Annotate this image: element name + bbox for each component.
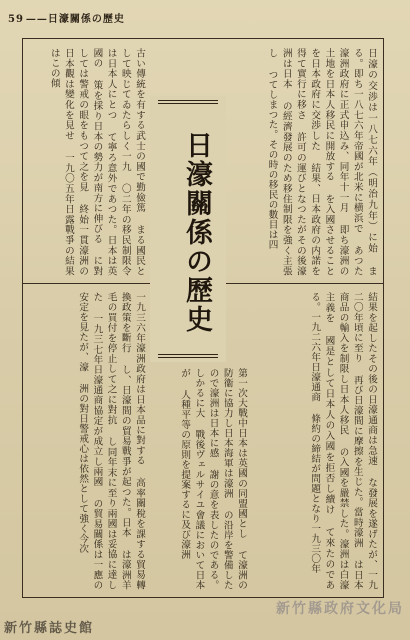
- body-line: まる。即ち一八七六年帝國が北米に横浜で: [351, 48, 377, 276]
- body-line: 許可の運びとなつたがその後濠洲は日本: [280, 48, 306, 276]
- article-title: 日濠關係の歷史: [181, 130, 212, 334]
- body-line: 第一次大戰中日本は英國の同盟國とし: [236, 368, 247, 539]
- body-text-bottom-mid: [150, 368, 248, 590]
- body-line: 再び日濠間に摩擦を生じた。當時濠洲: [351, 374, 363, 549]
- body-text-top-right: [232, 48, 378, 276]
- body-line: に對しては警戒の眼をもつて之を見: [77, 48, 103, 276]
- body-line: し同年末に至り兩國は妥協に達した: [91, 292, 117, 590]
- body-line: 古い傳統を有する武士の國で勤儉篤: [134, 48, 145, 214]
- body-line: 〇二年の移民制限令は日本人にとつ: [105, 48, 131, 276]
- body-line: 即ち濠洲の土地を日本人移民に開放する: [323, 48, 349, 276]
- body-line: 高率關稅を課する貿易轉換政策を斷行: [119, 292, 145, 590]
- body-line: の經濟發展のため移住制限を強く主張し: [266, 48, 292, 276]
- title-rule-bottom: [158, 354, 218, 355]
- body-line: の入國を嚴禁した。濠洲は白濠主義を: [323, 292, 349, 590]
- body-line: な發展を遂げたが、一九二〇年頃に至り: [351, 292, 377, 590]
- body-line: を入國させることを日本政府に交渉した: [309, 48, 335, 276]
- body-line: の貿易關係は一應の安定を見たが、濠: [77, 292, 103, 590]
- body-line: は濠洲羊毛の買付を停止して之に對抗: [105, 292, 131, 590]
- running-header: [8, 10, 125, 25]
- title-rule-top: [158, 100, 218, 101]
- body-line: 日濠の交渉は一八七六年（明治九年）に始: [366, 48, 377, 254]
- archive-stamp: 新竹縣誌史館: [4, 621, 95, 636]
- body-line: まる國民として映じてゐたらしく一九: [119, 48, 145, 276]
- body-text-top-left: [28, 48, 146, 276]
- body-line: 終始一貫濠洲の日本觀は變化を見せ: [62, 48, 89, 276]
- body-line: て濠洲の防衞に協力し日本海軍は濠洲: [221, 368, 247, 590]
- body-line: 一九三六年濠洲政府は日本品に對する: [134, 292, 145, 467]
- body-line: の沿岸を警備したので濠洲は日本に感: [207, 368, 233, 590]
- body-line: 結果、日本政府の内諾を得て實行に移さ: [294, 48, 321, 276]
- body-line: は日本商品の輸入を制限し日本人移民: [337, 292, 363, 590]
- body-line: 國是として日本人の入國を拒否し續け: [323, 335, 335, 516]
- title-block: [150, 96, 226, 362]
- running-title: ——日濠關係の歷史: [25, 14, 125, 25]
- body-line: つてしまつた。その時の移民の數目は四: [266, 69, 278, 250]
- body-line: し、日濠間の貿易戰爭が起つた。日本: [119, 364, 131, 538]
- body-line: あつた濠洲政府に正式申込み、同年十一月: [337, 48, 363, 276]
- body-text-bottom-right: [252, 292, 378, 590]
- archive-watermark: 新竹縣政府文化局: [276, 601, 404, 617]
- body-line: 一九三七年日濠通商協定が成立し兩國: [91, 313, 103, 487]
- body-line: 一九〇五年日露戰爭の結果はこの傾: [48, 48, 74, 276]
- body-line: 結果を起したその後の日濠通商は急速: [366, 292, 377, 467]
- body-text-bottom-left: [28, 292, 146, 590]
- body-line: て寧ろ意外であつた。日本は英國の: [91, 48, 117, 276]
- body-line: 策を採り日本の勢力が南方に伸びる: [91, 80, 103, 245]
- body-line: 洲の對日警戒心は依然として強く今次: [77, 383, 89, 554]
- body-line: 謝の意を表したのである。しかるに大: [193, 368, 219, 590]
- body-line: 人種平等の原則を提案するに及び濠洲: [179, 389, 191, 560]
- body-line: 戰後ヴェルサイユ會議において日本が: [179, 368, 205, 590]
- page-number: 59: [8, 14, 24, 25]
- body-line: 條約の締結が問題となり一九三〇年: [309, 413, 321, 574]
- body-line: て來たのである。一九二六年日濠通商: [309, 292, 335, 590]
